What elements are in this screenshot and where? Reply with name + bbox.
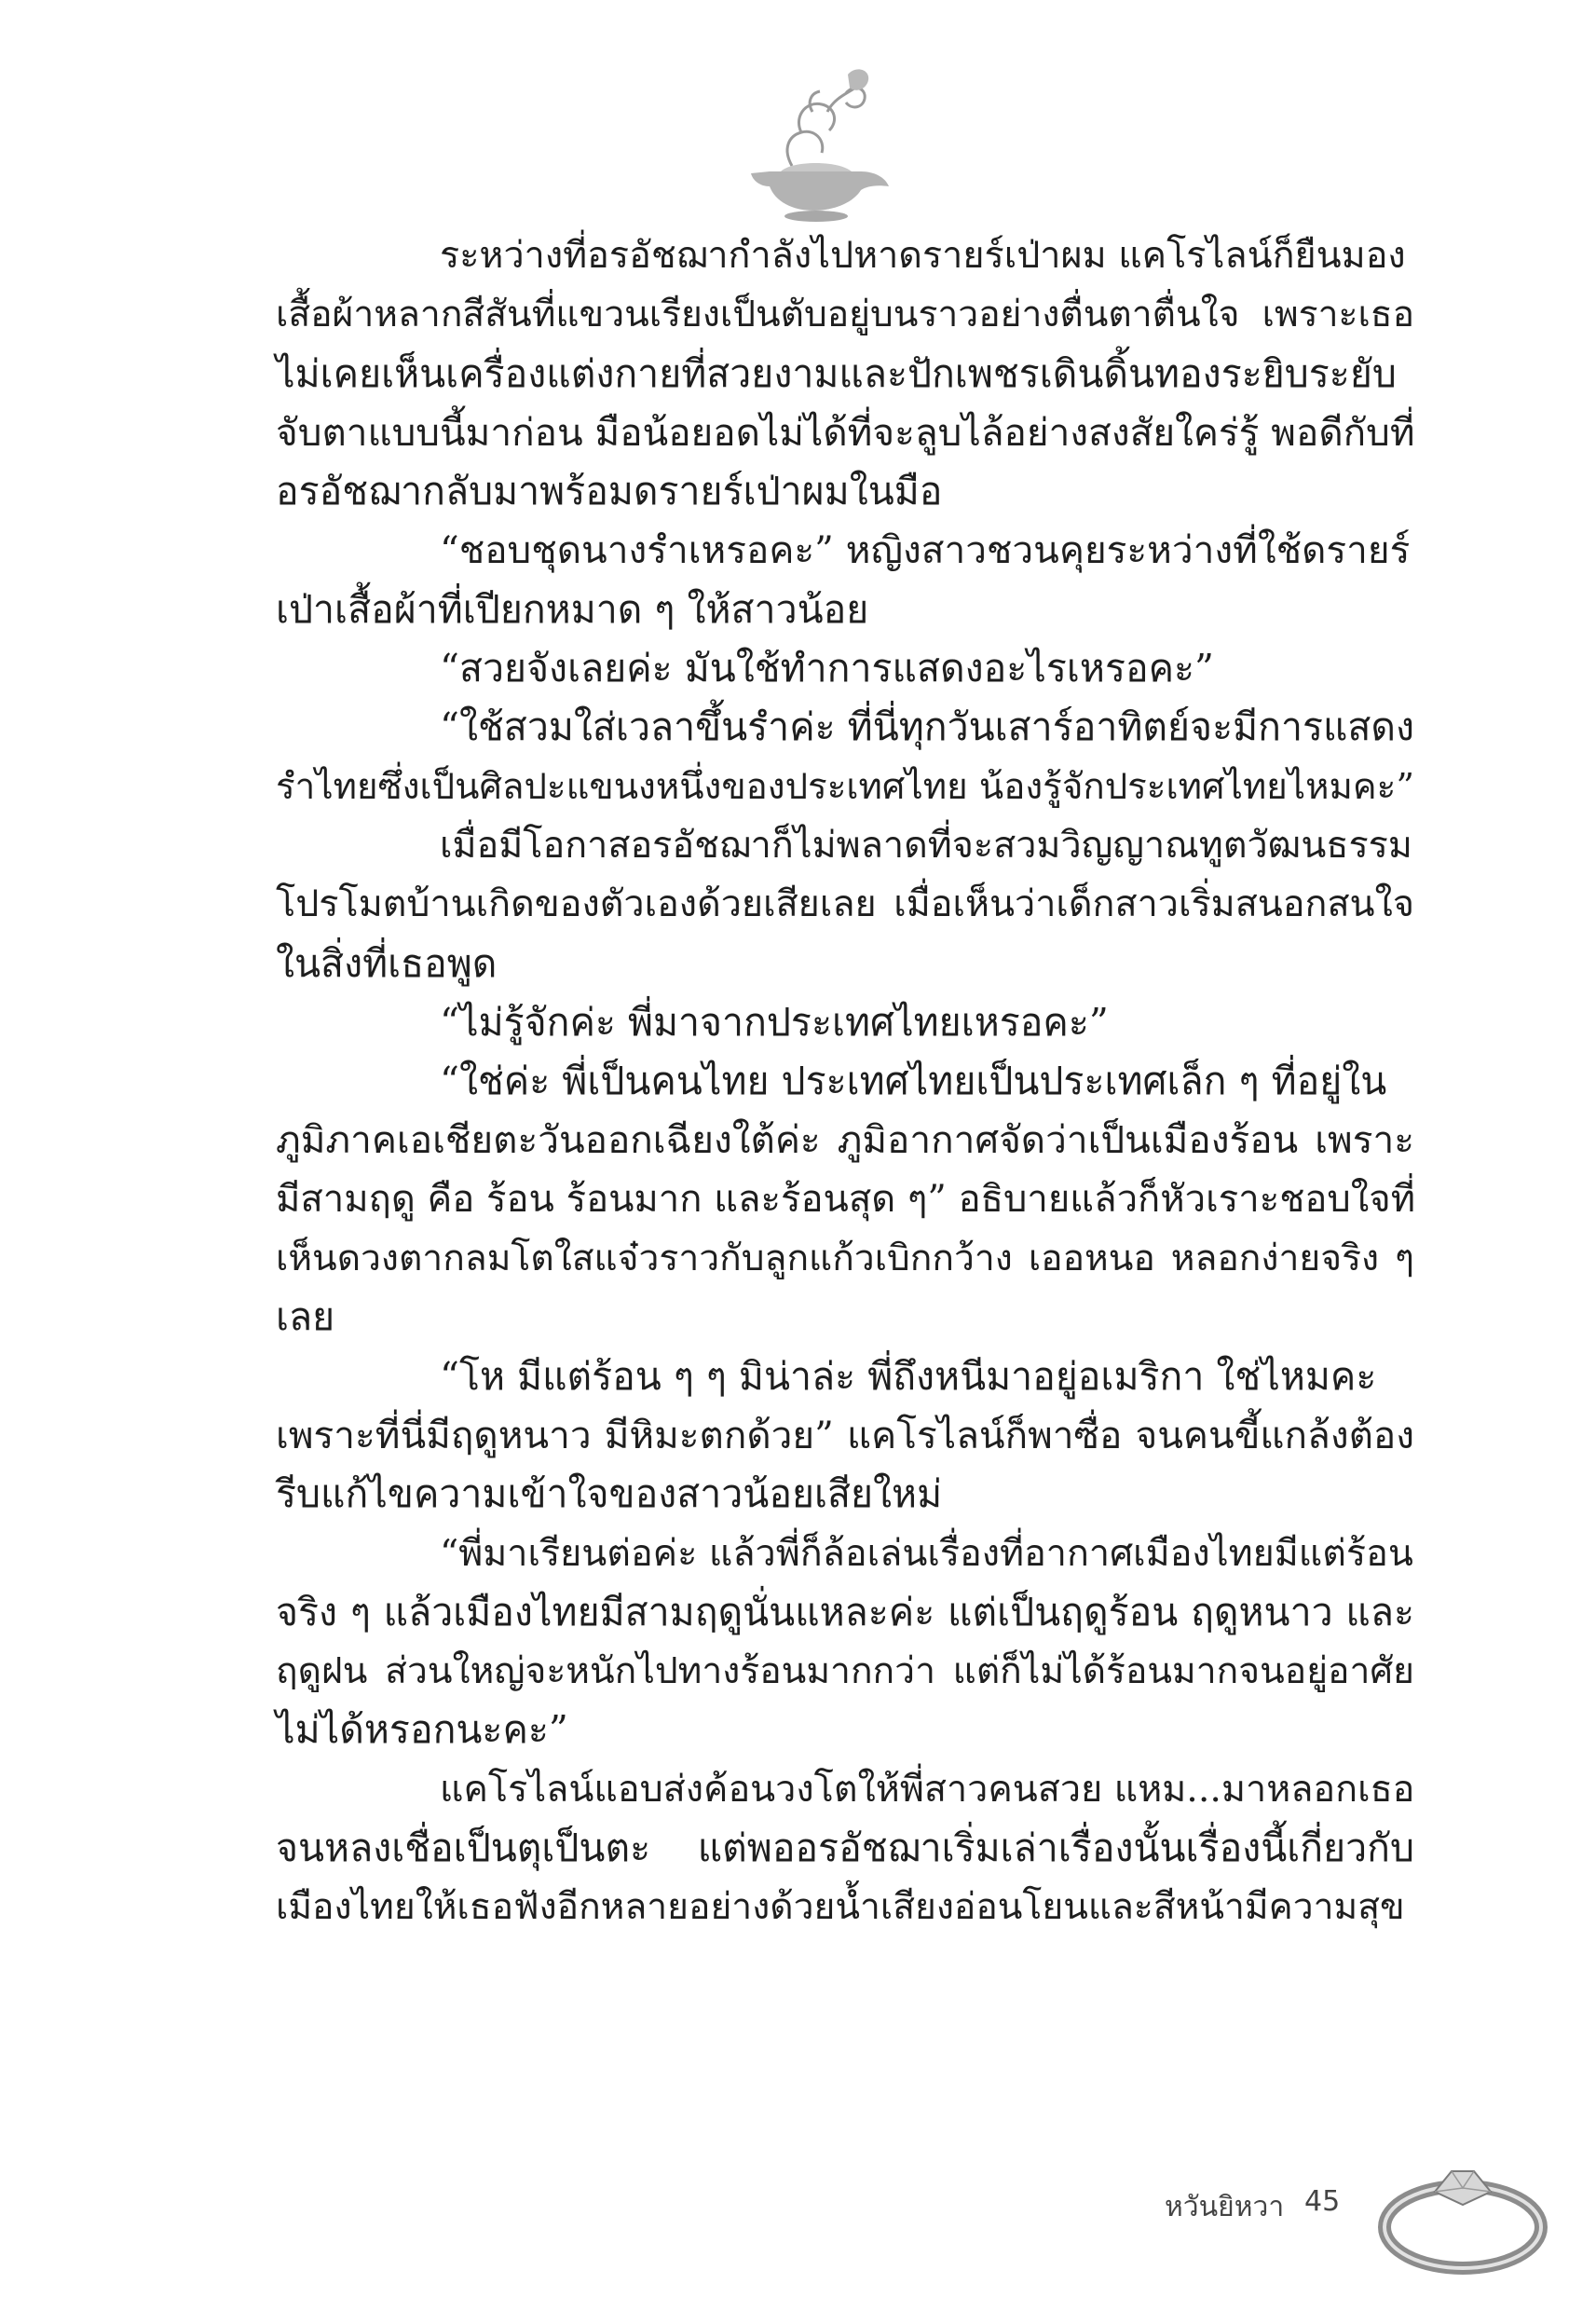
text-line: รีบแก้ไขความเข้าใจของสาวน้อยเสียใหม่ [276, 1471, 943, 1517]
text-line: เพราะที่นี่มีฤดูหนาว มีหิมะตกด้วย” แคโรไลน์ก็พาซื่อ จนคนขี้แกล้งต้อง [276, 1412, 1414, 1457]
text-line: มีสามฤดู คือ ร้อน ร้อนมาก และร้อนสุด ๆ” อธิบายแล้วก็หัวเราะชอบใจที่ [276, 1177, 1416, 1221]
text-line: “พี่มาเรียนต่อค่ะ แล้วพี่ก็ล้อเล่นเรื่องที่อากาศเมืองไทยมีแต่ร้อน [440, 1531, 1413, 1575]
text-line: “ใช่ค่ะ พี่เป็นคนไทย ประเทศไทยเป็นประเทศเล็ก ๆ ที่อยู่ใน [440, 1059, 1387, 1104]
text-line: เลย [276, 1294, 335, 1340]
text-line: เมื่อมีโอกาสอรอัชฌาก็ไม่พลาดที่จะสวมวิญญาณทูตวัฒนธรรม [440, 823, 1412, 867]
text-line: ระหว่างที่อรอัชฌากำลังไปหาดรายร์เป่าผม แคโรไลน์ก็ยืนมอง [440, 234, 1406, 277]
magic-lamp-icon [736, 56, 894, 224]
text-line: โปรโมตบ้านเกิดของตัวเองด้วยเสียเลย เมื่อเห็นว่าเด็กสาวเริ่มสนอกสนใจ [276, 882, 1414, 926]
text-line: รำไทยซึ่งเป็นศิลปะแขนงหนึ่งของประเทศไทย น้องรู้จักประเทศไทยไหมคะ” [276, 765, 1414, 808]
text-line: เสื้อผ้าหลากสีสันที่แขวนเรียงเป็นตับอยู่บนราวอย่างตื่นตาตื่นใจ เพราะเธอ [276, 294, 1414, 336]
text-line: “ไม่รู้จักค่ะ พี่มาจากประเทศไทยเหรอคะ” [440, 999, 1109, 1045]
text-line: จับตาแบบนี้มาก่อน มือน้อยอดไม่ได้ที่จะลูบไล้อย่างสงสัยใคร่รู้ พอดีกับที่ [276, 409, 1415, 455]
text-line: “โห มีแต่ร้อน ๆ ๆ มิน่าล่ะ พี่ถึงหนีมาอยู่อเมริกา ใช่ไหมคะ [440, 1353, 1377, 1399]
text-line: ในสิ่งที่เธอพูด [276, 940, 498, 986]
text-line: ไม่ได้หรอกนะคะ” [276, 1707, 568, 1753]
text-line: ภูมิภาคเอเชียตะวันออกเฉียงใต้ค่ะ ภูมิอากาศจัดว่าเป็นเมืองร้อน เพราะ [276, 1117, 1414, 1163]
text-line: ไม่เคยเห็นเครื่องแต่งกายที่สวยงามและปักเพชรเดินดิ้นทองระยิบระยับ [276, 350, 1397, 396]
text-line: จริง ๆ แล้วเมืองไทยมีสามฤดูนั่นแหละค่ะ แต่เป็นฤดูร้อน ฤดูหนาว และ [276, 1589, 1414, 1634]
text-line: จนหลงเชื่อเป็นตุเป็นตะ แต่พออรอัชฌาเริ่มเล่าเรื่องนั้นเรื่องนี้เกี่ยวกับ [276, 1826, 1414, 1871]
body-text [276, 226, 1414, 1937]
text-line: อรอัชฌากลับมาพร้อมดรายร์เป่าผมในมือ [276, 469, 943, 514]
text-line: เห็นดวงตากลมโตใสแจ๋วราวกับลูกแก้วเบิกกว้าง เออหนอ หลอกง่ายจริง ๆ [276, 1238, 1414, 1280]
text-line: เมืองไทยให้เธอฟังอีกหลายอย่างด้วยน้ำเสียงอ่อนโยนและสีหน้ามีความสุข [276, 1886, 1405, 1929]
text-line: ฤดูฝน ส่วนใหญ่จะหนักไปทางร้อนมากกว่า แต่ก็ไม่ได้ร้อนมากจนอยู่อาศัย [276, 1650, 1414, 1693]
text-line: แคโรไลน์แอบส่งค้อนวงโตให้พี่สาวคนสวย แหม...มาหลอกเธอ [440, 1767, 1415, 1811]
text-line: “สวยจังเลยค่ะ มันใช้ทำการแสดงอะไรเหรอคะ” [440, 646, 1215, 691]
text-line: “ชอบชุดนางรำเหรอคะ” หญิงสาวชวนคุยระหว่างที่ใช้ดรายร์ [440, 527, 1411, 573]
text-line: “ใช้สวมใส่เวลาขึ้นรำค่ะ ที่นี่ทุกวันเสาร์อาทิตย์จะมีการแสดง [440, 704, 1415, 750]
text-line: เป่าเสื้อผ้าที่เปียกหมาด ๆ ให้สาวน้อย [276, 586, 869, 632]
diamond-ring-icon [1370, 2134, 1556, 2283]
footer-book-title: หวันยิหวา [1165, 2191, 1285, 2223]
page-number: 45 [1304, 2185, 1341, 2218]
